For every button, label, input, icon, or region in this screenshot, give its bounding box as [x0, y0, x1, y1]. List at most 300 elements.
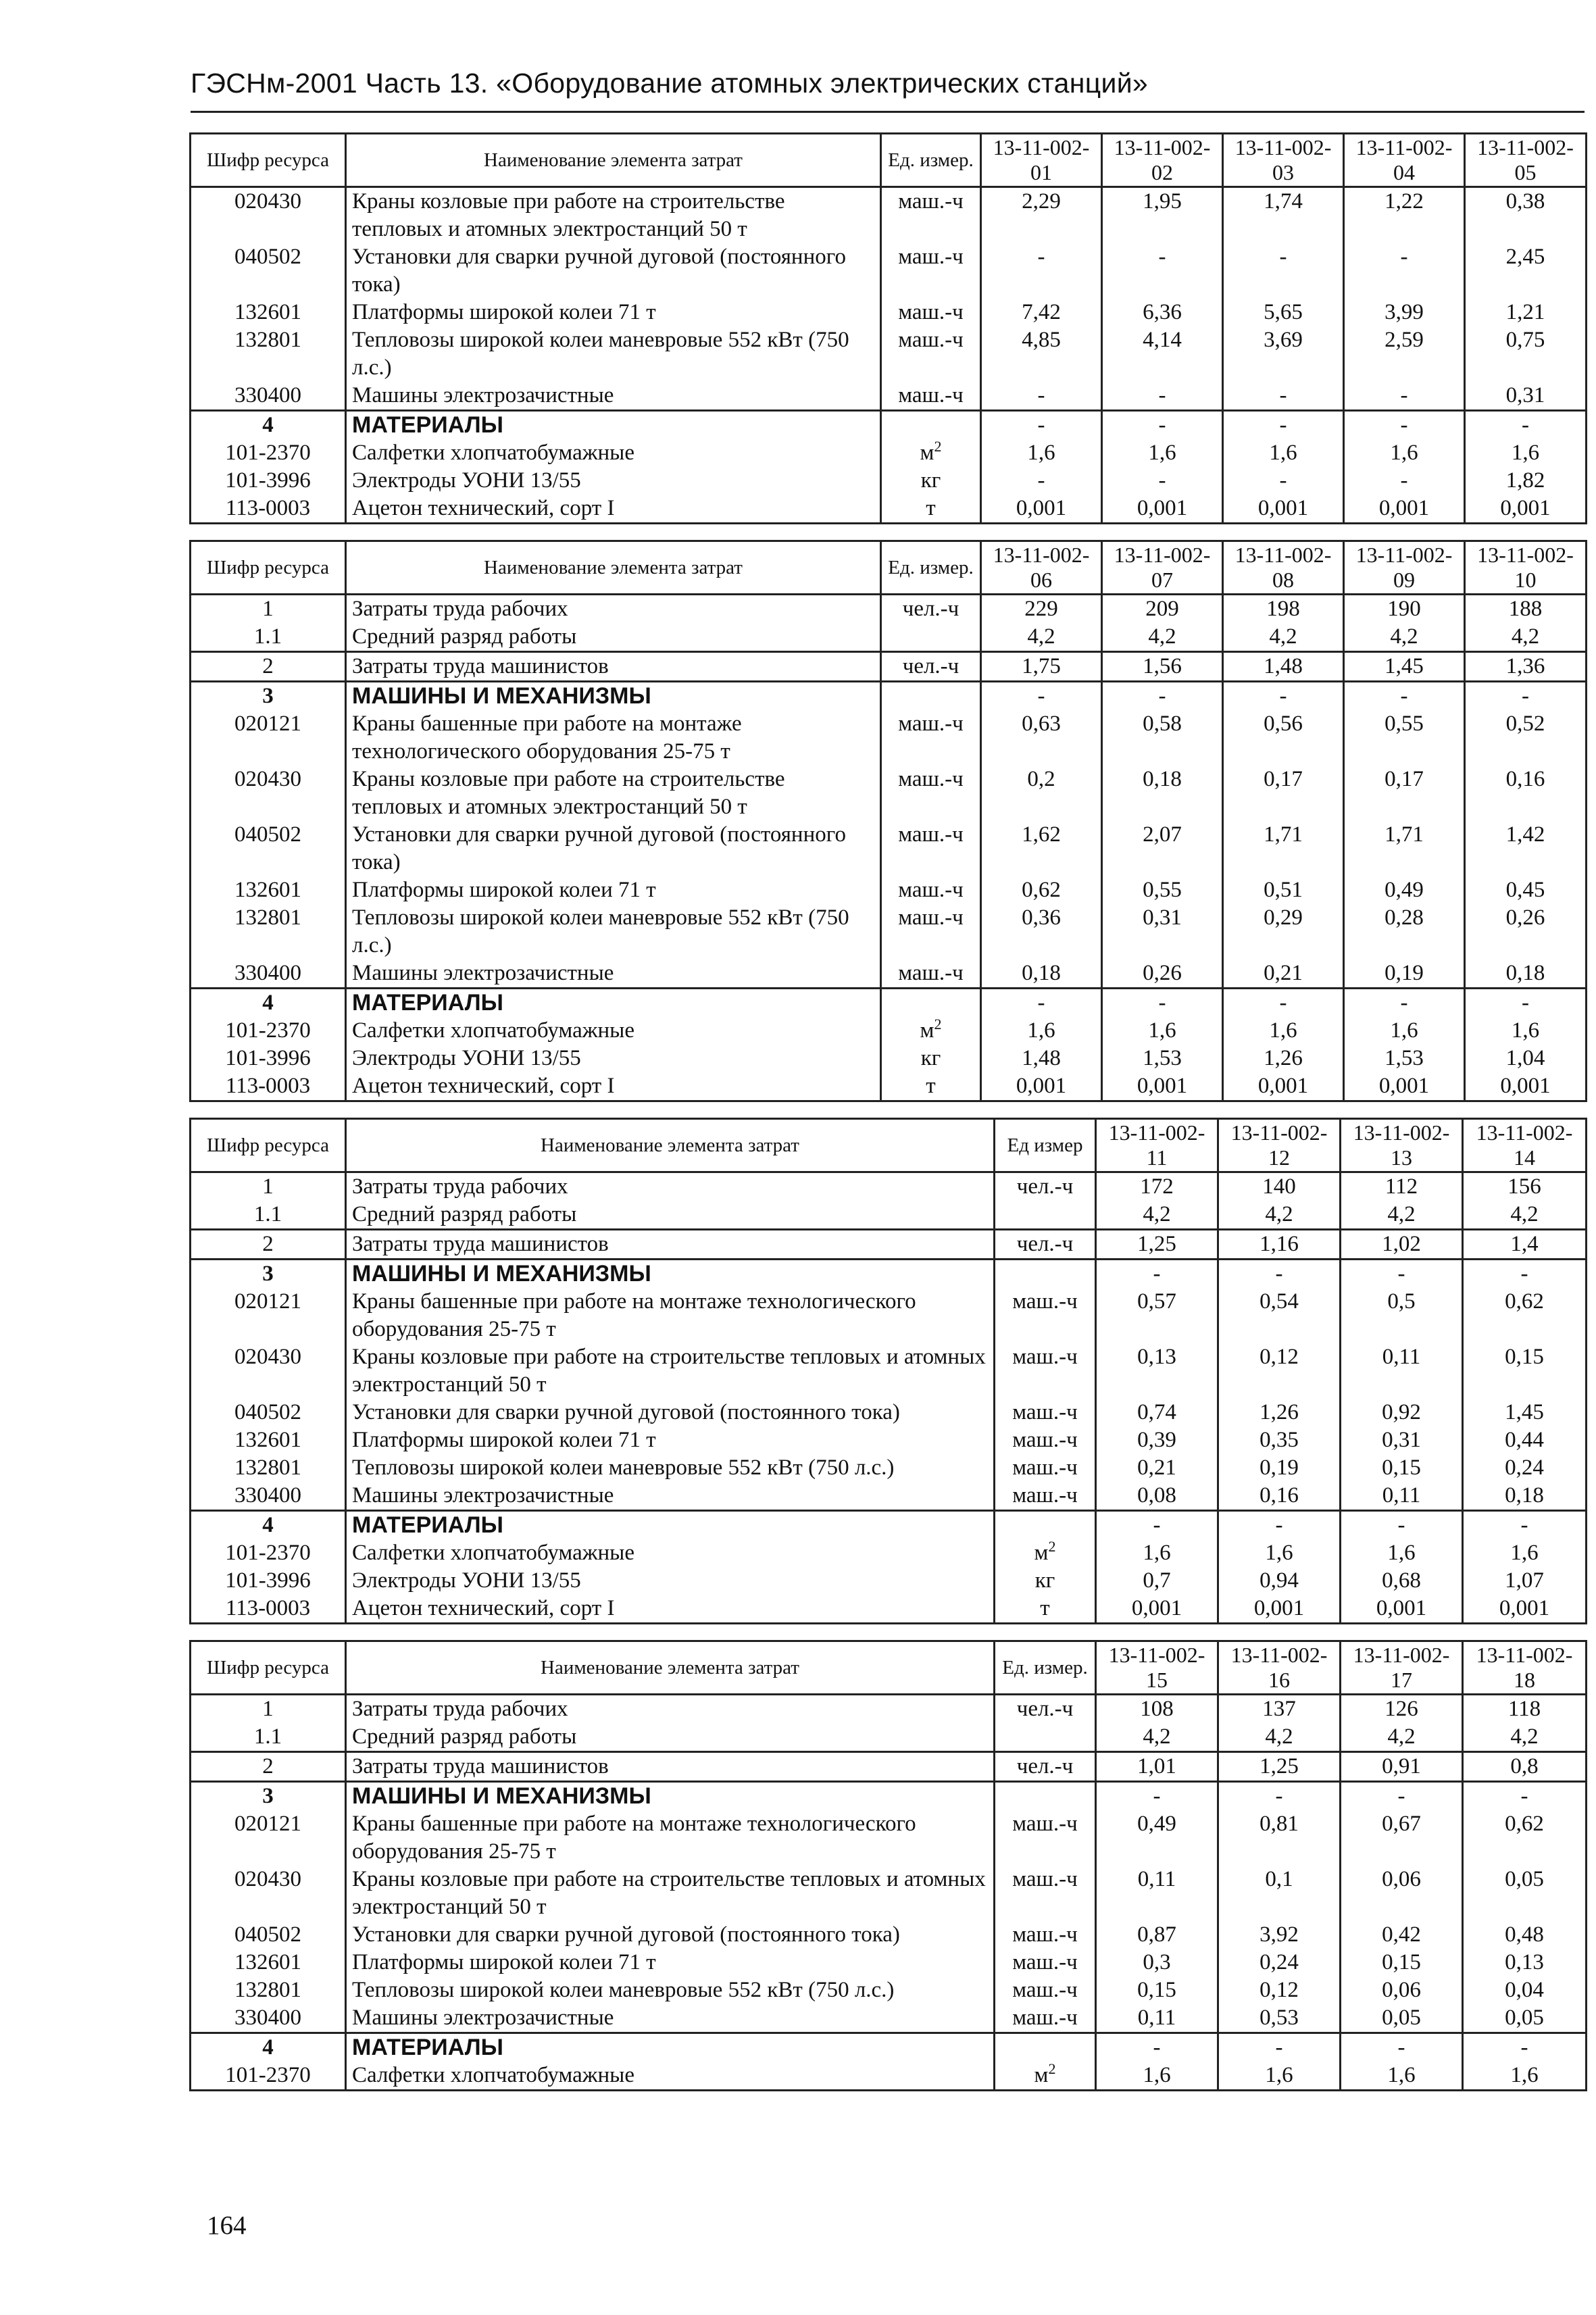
table-row	[191, 1017, 1587, 1045]
unit-cell	[995, 1260, 1096, 1289]
unit-text: маш.-ч	[1012, 1289, 1078, 1314]
cost-element-name: Салфетки хлопчатобумажные	[346, 1017, 881, 1045]
norm-value: 4,2	[1465, 623, 1587, 652]
norm-value: 0,94	[1218, 1567, 1341, 1595]
unit-superscript: 2	[934, 439, 942, 455]
norm-value: 0,8	[1463, 1752, 1587, 1782]
norm-value: -	[1465, 989, 1587, 1018]
norm-value: 0,12	[1218, 1976, 1341, 2004]
table-row	[191, 1454, 1587, 1482]
norm-value: 1,95	[1102, 187, 1223, 244]
unit-cell	[995, 1595, 1096, 1624]
norm-value: 1,6	[1341, 1539, 1463, 1567]
norm-value: 0,001	[1223, 495, 1344, 524]
table-row	[191, 1399, 1587, 1426]
resource-code: 101-2370	[191, 1017, 346, 1045]
norm-value: 0,001	[1465, 1072, 1587, 1101]
header-norm-code: 13-11-002-17	[1341, 1641, 1463, 1695]
norm-value: 0,31	[1102, 904, 1223, 960]
norm-value: -	[1223, 382, 1344, 411]
table-row	[191, 2062, 1587, 2091]
resource-code: 3	[191, 1782, 346, 1811]
cost-element-name: Краны башенные при работе на монтаже технологического оборудования 25-75 т	[346, 1810, 995, 1866]
section-row	[191, 2033, 1587, 2062]
table-row	[191, 1921, 1587, 1949]
unit-text: м	[1034, 2063, 1049, 2087]
norm-value: 0,62	[1463, 1810, 1587, 1866]
norm-value: 0,001	[1344, 1072, 1465, 1101]
norm-value: 0,24	[1218, 1949, 1341, 1976]
unit-cell	[995, 1288, 1096, 1343]
norm-value: 0,52	[1465, 710, 1587, 766]
norm-value: -	[1096, 2033, 1218, 2062]
unit-cell	[881, 652, 981, 682]
norm-value: 1,04	[1465, 1045, 1587, 1072]
norm-value: 1,53	[1344, 1045, 1465, 1072]
header-unit: Ед. измер.	[995, 1641, 1096, 1695]
table-row	[191, 299, 1587, 326]
unit-text: маш.-ч	[898, 328, 964, 352]
norm-value: 1,6	[981, 1017, 1102, 1045]
resource-code: 040502	[191, 1921, 346, 1949]
unit-cell	[881, 904, 981, 960]
norm-value: 1,56	[1102, 652, 1223, 682]
norm-value: -	[1463, 1782, 1587, 1811]
cost-element-name: Электроды УОНИ 13/55	[346, 1567, 995, 1595]
norm-value: 0,42	[1341, 1921, 1463, 1949]
norm-value: -	[981, 243, 1102, 299]
unit-text: маш.-ч	[898, 245, 964, 269]
resource-code: 113-0003	[191, 495, 346, 524]
norm-value: 0,62	[1463, 1288, 1587, 1343]
cost-element-name: Установки для сварки ручной дуговой (постоянного тока)	[346, 1921, 995, 1949]
norm-value: 4,2	[1218, 1723, 1341, 1752]
cost-element-name: Затраты труда машинистов	[346, 1230, 995, 1260]
norm-value: -	[1218, 1782, 1341, 1811]
header-norm-code: 13-11-002-10	[1465, 541, 1587, 595]
resource-code: 101-3996	[191, 1045, 346, 1072]
norm-value: -	[981, 411, 1102, 440]
norm-value: 0,11	[1341, 1343, 1463, 1399]
norm-value: 0,001	[981, 1072, 1102, 1101]
unit-text: маш.-ч	[1012, 1812, 1078, 1836]
norm-value: 1,21	[1465, 299, 1587, 326]
norm-value: 0,05	[1463, 1866, 1587, 1921]
norm-value: 172	[1096, 1172, 1218, 1201]
section-row	[191, 1260, 1587, 1289]
unit-cell	[881, 876, 981, 904]
unit-cell	[881, 1017, 981, 1045]
table-row	[191, 495, 1587, 524]
cost-element-name: Установки для сварки ручной дуговой (постоянного тока)	[346, 1399, 995, 1426]
header-name: Наименование элемента затрат	[346, 1641, 995, 1695]
norm-value: 1,82	[1465, 467, 1587, 495]
resource-code: 132801	[191, 326, 346, 382]
table-header-row	[191, 541, 1587, 595]
unit-text: чел.-ч	[902, 597, 959, 621]
unit-text: маш.-ч	[1012, 1428, 1078, 1452]
unit-cell	[995, 2062, 1096, 2091]
norm-value: 0,7	[1096, 1567, 1218, 1595]
norm-value: 4,2	[1463, 1201, 1587, 1230]
header-norm-code: 13-11-002-15	[1096, 1641, 1218, 1695]
table-row	[191, 960, 1587, 989]
unit-text: чел.-ч	[1016, 1174, 1074, 1199]
norm-value: 0,56	[1223, 710, 1344, 766]
unit-cell	[881, 682, 981, 711]
norm-value: 1,02	[1341, 1230, 1463, 1260]
resource-code: 020430	[191, 766, 346, 821]
resource-code: 132801	[191, 1976, 346, 2004]
unit-text: т	[926, 1074, 936, 1098]
norm-value: 3,99	[1344, 299, 1465, 326]
norm-value: 1,6	[1102, 1017, 1223, 1045]
norm-value: 0,15	[1463, 1343, 1587, 1399]
norm-value: 108	[1096, 1695, 1218, 1724]
norm-value: 0,31	[1465, 382, 1587, 411]
page-number: 164	[207, 2211, 247, 2240]
norm-value: -	[981, 682, 1102, 711]
resource-code: 1.1	[191, 1723, 346, 1752]
norm-value: 4,2	[1341, 1201, 1463, 1230]
norm-value: 1,6	[1344, 439, 1465, 467]
norm-value: -	[1223, 411, 1344, 440]
cost-element-name: МАШИНЫ И МЕХАНИЗМЫ	[346, 1260, 995, 1289]
norm-value: -	[1344, 467, 1465, 495]
table-row	[191, 1172, 1587, 1201]
resource-code: 132601	[191, 1426, 346, 1454]
cost-element-name: Затраты труда машинистов	[346, 652, 881, 682]
norm-value: 190	[1344, 595, 1465, 624]
cost-element-name: Ацетон технический, сорт I	[346, 495, 881, 524]
norm-value: 0,18	[981, 960, 1102, 989]
cost-element-name: Платформы широкой колеи 71 т	[346, 1426, 995, 1454]
resource-code: 1	[191, 1172, 346, 1201]
header-rule	[191, 111, 1585, 113]
norm-value: 0,001	[1341, 1595, 1463, 1624]
norm-value: 1,25	[1218, 1752, 1341, 1782]
norm-value: 0,5	[1341, 1288, 1463, 1343]
cost-element-name: Платформы широкой колеи 71 т	[346, 1949, 995, 1976]
cost-element-name: Ацетон технический, сорт I	[346, 1072, 881, 1101]
section-row	[191, 989, 1587, 1018]
norm-value: -	[1463, 2033, 1587, 2062]
norm-value: 1,26	[1223, 1045, 1344, 1072]
norm-value: 0,53	[1218, 2004, 1341, 2033]
norm-value: 1,6	[1223, 1017, 1344, 1045]
norm-value: 0,15	[1341, 1454, 1463, 1482]
norm-value: 4,85	[981, 326, 1102, 382]
page-header: ГЭСНм-2001 Часть 13. «Оборудование атомных электрических станций»	[191, 68, 1149, 99]
unit-cell	[881, 821, 981, 876]
cost-element-name: Тепловозы широкой колеи маневровые 552 кВт (750 л.с.)	[346, 326, 881, 382]
table-row	[191, 1288, 1587, 1343]
norm-value: 1,74	[1223, 187, 1344, 244]
cost-element-name: Тепловозы широкой колеи маневровые 552 кВт (750 л.с.)	[346, 904, 881, 960]
norm-value: 0,08	[1096, 1482, 1218, 1511]
norm-value: 126	[1341, 1695, 1463, 1724]
resource-code: 330400	[191, 960, 346, 989]
norm-value: 1,07	[1463, 1567, 1587, 1595]
table-row	[191, 187, 1587, 244]
norm-value: 0,001	[1463, 1595, 1587, 1624]
cost-element-name: Средний разряд работы	[346, 1723, 995, 1752]
unit-cell	[995, 1399, 1096, 1426]
norm-value: 0,24	[1463, 1454, 1587, 1482]
norm-value: -	[1344, 243, 1465, 299]
norm-value: 1,75	[981, 652, 1102, 682]
norm-value: 1,6	[1096, 2062, 1218, 2091]
norm-value: 3,92	[1218, 1921, 1341, 1949]
resource-code: 1.1	[191, 623, 346, 652]
norm-value: 0,13	[1096, 1343, 1218, 1399]
norms-table	[189, 540, 1587, 1102]
norm-value: -	[1341, 1260, 1463, 1289]
unit-text: кг	[920, 1046, 941, 1070]
norm-value: 0,11	[1096, 2004, 1218, 2033]
norm-value: 0,16	[1465, 766, 1587, 821]
norm-value: -	[1465, 682, 1587, 711]
norm-value: 0,39	[1096, 1426, 1218, 1454]
norm-value: 0,12	[1218, 1343, 1341, 1399]
unit-cell	[995, 1230, 1096, 1260]
norms-tables	[189, 132, 1585, 2107]
norm-value: 1,48	[981, 1045, 1102, 1072]
norm-value: 2,45	[1465, 243, 1587, 299]
table-row	[191, 1343, 1587, 1399]
unit-cell	[881, 243, 981, 299]
norm-value: 2,07	[1102, 821, 1223, 876]
table-header-row	[191, 134, 1587, 187]
cost-element-name: Затраты труда машинистов	[346, 1752, 995, 1782]
norm-value: 0,15	[1096, 1976, 1218, 2004]
table-row	[191, 1482, 1587, 1511]
norm-value: 0,31	[1341, 1426, 1463, 1454]
norm-value: 1,22	[1344, 187, 1465, 244]
norm-value: 0,001	[1344, 495, 1465, 524]
norm-value: -	[1341, 1511, 1463, 1540]
norm-value: 137	[1218, 1695, 1341, 1724]
norm-value: -	[1341, 1782, 1463, 1811]
table-row	[191, 710, 1587, 766]
norm-value: 4,2	[1102, 623, 1223, 652]
unit-cell	[881, 595, 981, 624]
unit-text: маш.-ч	[898, 189, 964, 214]
norm-value: -	[1341, 2033, 1463, 2062]
table-row	[191, 243, 1587, 299]
norm-value: 0,18	[1102, 766, 1223, 821]
norm-value: 0,001	[1465, 495, 1587, 524]
table-row	[191, 1810, 1587, 1866]
norm-value: 112	[1341, 1172, 1463, 1201]
unit-cell	[881, 1072, 981, 1101]
unit-text: маш.-ч	[1012, 1345, 1078, 1369]
norm-value: 0,45	[1465, 876, 1587, 904]
header-norm-code: 13-11-002-16	[1218, 1641, 1341, 1695]
norm-value: -	[1223, 682, 1344, 711]
norm-value: 1,6	[1463, 2062, 1587, 2091]
norm-value: 1,45	[1344, 652, 1465, 682]
norm-value: 0,57	[1096, 1288, 1218, 1343]
table-header-row	[191, 1119, 1587, 1172]
unit-cell	[995, 1810, 1096, 1866]
section-row	[191, 1511, 1587, 1540]
norm-value: 0,18	[1465, 960, 1587, 989]
norm-value: 0,17	[1344, 766, 1465, 821]
cost-element-name: Электроды УОНИ 13/55	[346, 467, 881, 495]
section-row	[191, 411, 1587, 440]
norm-value: 0,06	[1341, 1866, 1463, 1921]
norm-value: 209	[1102, 595, 1223, 624]
norm-value: -	[1102, 989, 1223, 1018]
header-norm-code: 13-11-002-09	[1344, 541, 1465, 595]
unit-text: т	[926, 496, 936, 520]
norm-value: 0,35	[1218, 1426, 1341, 1454]
norm-value: 0,36	[981, 904, 1102, 960]
norm-value: 0,11	[1341, 1482, 1463, 1511]
norm-value: 0,19	[1344, 960, 1465, 989]
resource-code: 020121	[191, 710, 346, 766]
resource-code: 2	[191, 652, 346, 682]
norm-value: 0,51	[1223, 876, 1344, 904]
norm-value: 1,6	[981, 439, 1102, 467]
table-row	[191, 439, 1587, 467]
unit-cell	[995, 1752, 1096, 1782]
cost-element-name: Тепловозы широкой колеи маневровые 552 кВт (750 л.с.)	[346, 1454, 995, 1482]
header-name: Наименование элемента затрат	[346, 1119, 995, 1172]
norm-value: -	[1218, 2033, 1341, 2062]
norm-value: 0,68	[1341, 1567, 1463, 1595]
cost-element-name: Установки для сварки ручной дуговой (постоянного тока)	[346, 243, 881, 299]
norm-value: -	[1102, 382, 1223, 411]
cost-element-name: Салфетки хлопчатобумажные	[346, 2062, 995, 2091]
resource-code: 2	[191, 1752, 346, 1782]
resource-code: 020430	[191, 187, 346, 244]
cost-element-name: Платформы широкой колеи 71 т	[346, 876, 881, 904]
header-name: Наименование элемента затрат	[346, 541, 881, 595]
cost-element-name: МАШИНЫ И МЕХАНИЗМЫ	[346, 1782, 995, 1811]
resource-code: 3	[191, 1260, 346, 1289]
header-unit: Ед. измер.	[881, 134, 981, 187]
header-norm-code: 13-11-002-13	[1341, 1119, 1463, 1172]
header-norm-code: 13-11-002-11	[1096, 1119, 1218, 1172]
table-row	[191, 1866, 1587, 1921]
norm-value: 156	[1463, 1172, 1587, 1201]
table-row	[191, 326, 1587, 382]
unit-cell	[995, 1454, 1096, 1482]
table-row	[191, 904, 1587, 960]
table-row	[191, 382, 1587, 411]
norm-value: 1,16	[1218, 1230, 1341, 1260]
cost-element-name: Краны козловые при работе на строительстве тепловых и атомных электростанций 50 т	[346, 187, 881, 244]
norm-value: 0,21	[1223, 960, 1344, 989]
resource-code: 330400	[191, 382, 346, 411]
cost-element-name: Установки для сварки ручной дуговой (постоянного тока)	[346, 821, 881, 876]
norm-value: 118	[1463, 1695, 1587, 1724]
header-name: Наименование элемента затрат	[346, 134, 881, 187]
unit-cell	[881, 411, 981, 440]
unit-text: маш.-ч	[898, 961, 964, 985]
norm-value: -	[1102, 467, 1223, 495]
cost-element-name: МАТЕРИАЛЫ	[346, 411, 881, 440]
cost-element-name: Средний разряд работы	[346, 1201, 995, 1230]
norm-value: 140	[1218, 1172, 1341, 1201]
norm-value: 0,15	[1341, 1949, 1463, 1976]
norm-value: 0,001	[981, 495, 1102, 524]
unit-text: маш.-ч	[1012, 1978, 1078, 2002]
unit-text: м	[1034, 1541, 1049, 1565]
norm-value: -	[981, 989, 1102, 1018]
unit-text: чел.-ч	[902, 654, 959, 678]
table-row	[191, 467, 1587, 495]
unit-text: м	[920, 441, 934, 465]
norm-value: 0,05	[1463, 2004, 1587, 2033]
norm-value: 0,26	[1102, 960, 1223, 989]
norm-value: 0,19	[1218, 1454, 1341, 1482]
resource-code: 040502	[191, 821, 346, 876]
norm-value: 0,001	[1223, 1072, 1344, 1101]
norm-value: -	[1344, 989, 1465, 1018]
resource-code: 101-2370	[191, 439, 346, 467]
norm-value: 229	[981, 595, 1102, 624]
table-row	[191, 1695, 1587, 1724]
unit-cell	[881, 382, 981, 411]
cost-element-name: Средний разряд работы	[346, 623, 881, 652]
norm-value: 1,4	[1463, 1230, 1587, 1260]
cost-element-name: Машины электрозачистные	[346, 2004, 995, 2033]
resource-code: 020430	[191, 1866, 346, 1921]
norm-value: 1,48	[1223, 652, 1344, 682]
table-row	[191, 766, 1587, 821]
unit-text: маш.-ч	[898, 767, 964, 791]
unit-cell	[995, 1695, 1096, 1724]
norm-value: 4,2	[1096, 1723, 1218, 1752]
cost-element-name: МАТЕРИАЛЫ	[346, 2033, 995, 2062]
header-norm-code: 13-11-002-18	[1463, 1641, 1587, 1695]
norm-value: 0,75	[1465, 326, 1587, 382]
header-norm-code: 13-11-002-04	[1344, 134, 1465, 187]
norm-value: 1,6	[1344, 1017, 1465, 1045]
norm-value: 0,49	[1344, 876, 1465, 904]
unit-text: чел.-ч	[1016, 1232, 1074, 1256]
unit-text: кг	[920, 468, 941, 493]
norm-value: 4,2	[1096, 1201, 1218, 1230]
cost-element-name: Краны козловые при работе на строительстве тепловых и атомных электростанций 50 т	[346, 1866, 995, 1921]
norm-value: 1,36	[1465, 652, 1587, 682]
cost-element-name: Краны козловые при работе на строительстве тепловых и атомных электростанций 50 т	[346, 1343, 995, 1399]
table-row	[191, 1976, 1587, 2004]
resource-code: 040502	[191, 1399, 346, 1426]
header-unit: Ед измер	[995, 1119, 1096, 1172]
norm-value: 0,06	[1341, 1976, 1463, 2004]
unit-cell	[995, 1949, 1096, 1976]
section-row	[191, 1782, 1587, 1811]
section-row	[191, 682, 1587, 711]
resource-code: 2	[191, 1230, 346, 1260]
norm-value: 1,6	[1223, 439, 1344, 467]
resource-code: 132801	[191, 1454, 346, 1482]
unit-cell	[881, 1045, 981, 1072]
norm-value: -	[1096, 1511, 1218, 1540]
norm-value: -	[1096, 1260, 1218, 1289]
norm-value: 1,6	[1218, 2062, 1341, 2091]
unit-text: маш.-ч	[898, 300, 964, 324]
cost-element-name: Ацетон технический, сорт I	[346, 1595, 995, 1624]
cost-element-name: Краны козловые при работе на строительстве тепловых и атомных электростанций 50 т	[346, 766, 881, 821]
norm-value: 0,17	[1223, 766, 1344, 821]
norms-table	[189, 132, 1587, 524]
norm-value: -	[1463, 1260, 1587, 1289]
